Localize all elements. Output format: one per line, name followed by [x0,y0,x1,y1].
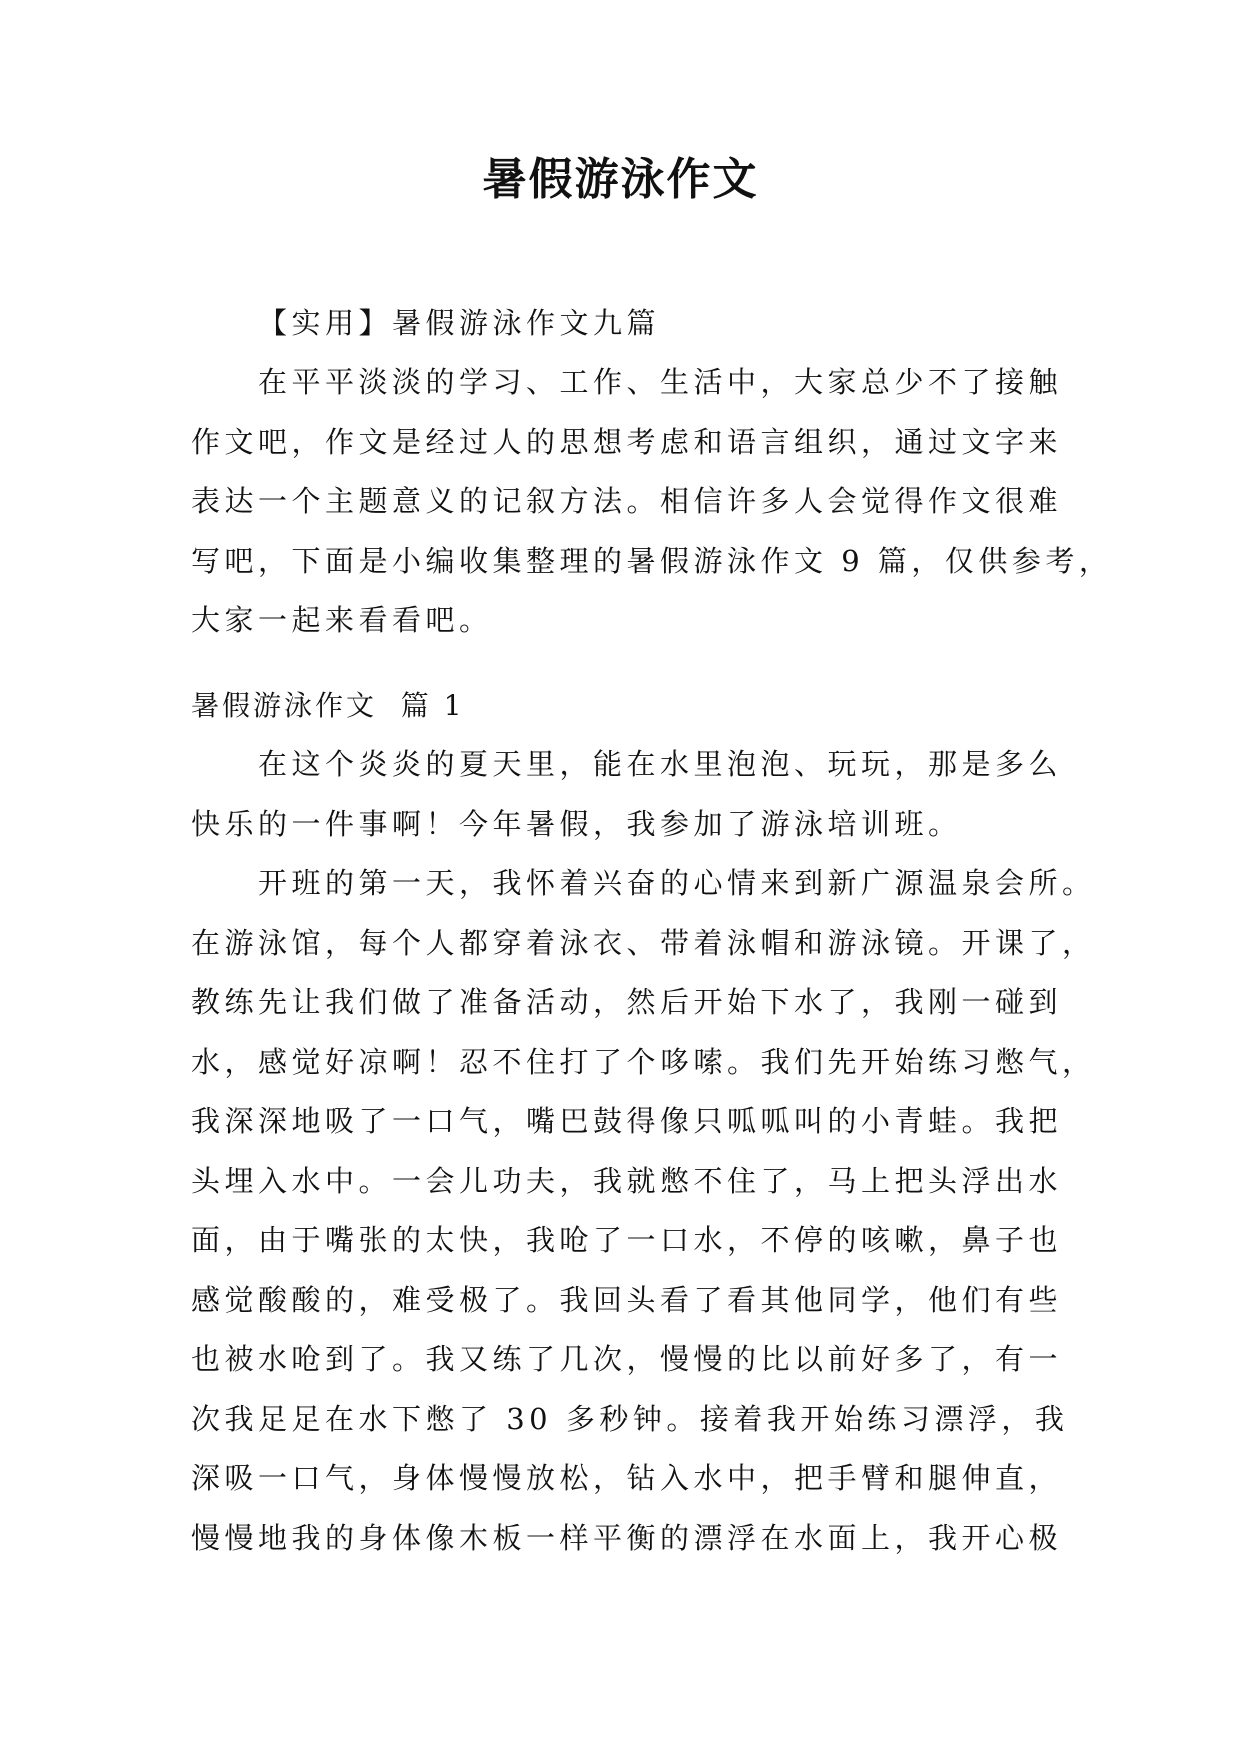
paragraph-line: 次我足足在水下憋了 30 多秒钟。接着我开始练习漂浮，我 [191,1401,1069,1436]
section-heading: 暑假游泳作文 篇 1 [191,689,465,722]
paragraph-line: 我深深地吸了一口气，嘴巴鼓得像只呱呱叫的小青蛙。我把 [191,1104,1063,1138]
document-title: 暑假游泳作文 [482,154,759,205]
essay-paragraph-2 [191,854,1096,1568]
intro-paragraph [191,353,1113,651]
paragraph-line: 感觉酸酸的，难受极了。我回头看了看其他同学，他们有些 [191,1282,1063,1317]
document-subtitle: 【实用】暑假游泳作文九篇 [258,306,661,340]
intro-line: 在平平淡淡的学习、工作、生活中，大家总少不了接触 [258,365,1063,399]
intro-line: 写吧，下面是小编收集整理的暑假游泳作文 9 篇，仅供参考， [191,543,1113,578]
paragraph-line: 在游泳馆，每个人都穿着泳衣、带着泳帽和游泳镜。开课了， [191,925,1096,960]
paragraph-line: 头埋入水中。一会儿功夫，我就憋不住了，马上把头浮出水 [191,1163,1063,1198]
intro-line: 表达一个主题意义的记叙方法。相信许多人会觉得作文很难 [191,484,1063,518]
document-subtitle-block [191,294,1051,354]
paragraph-line: 慢慢地我的身体像木板一样平衡的漂浮在水面上，我开心极 [191,1520,1063,1555]
intro-line: 作文吧，作文是经过人的思想考虑和语言组织，通过文字来 [191,424,1063,459]
paragraph-line: 深吸一口气，身体慢慢放松，钻入水中，把手臂和腿伸直， [191,1461,1063,1495]
section-heading-block [191,676,1051,736]
paragraph-line: 教练先让我们做了准备活动，然后开始下水了，我刚一碰到 [191,985,1063,1019]
paragraph-line: 快乐的一件事啊！今年暑假，我参加了游泳培训班。 [191,806,962,841]
intro-line: 大家一起来看看吧。 [191,603,493,637]
paragraph-line: 开班的第一天，我怀着兴奋的心情来到新广源温泉会所。 [258,866,1096,900]
paragraph-line: 面，由于嘴张的太快，我呛了一口水，不停的咳嗽，鼻子也 [191,1223,1063,1257]
paragraph-line: 在这个炎炎的夏天里，能在水里泡泡、玩玩，那是多么 [258,747,1063,781]
paragraph-line: 也被水呛到了。我又练了几次，慢慢的比以前好多了，有一 [191,1342,1063,1376]
paragraph-line: 水，感觉好凉啊！忍不住打了个哆嗦。我们先开始练习憋气， [191,1044,1096,1079]
essay-paragraph-1 [191,735,1063,854]
